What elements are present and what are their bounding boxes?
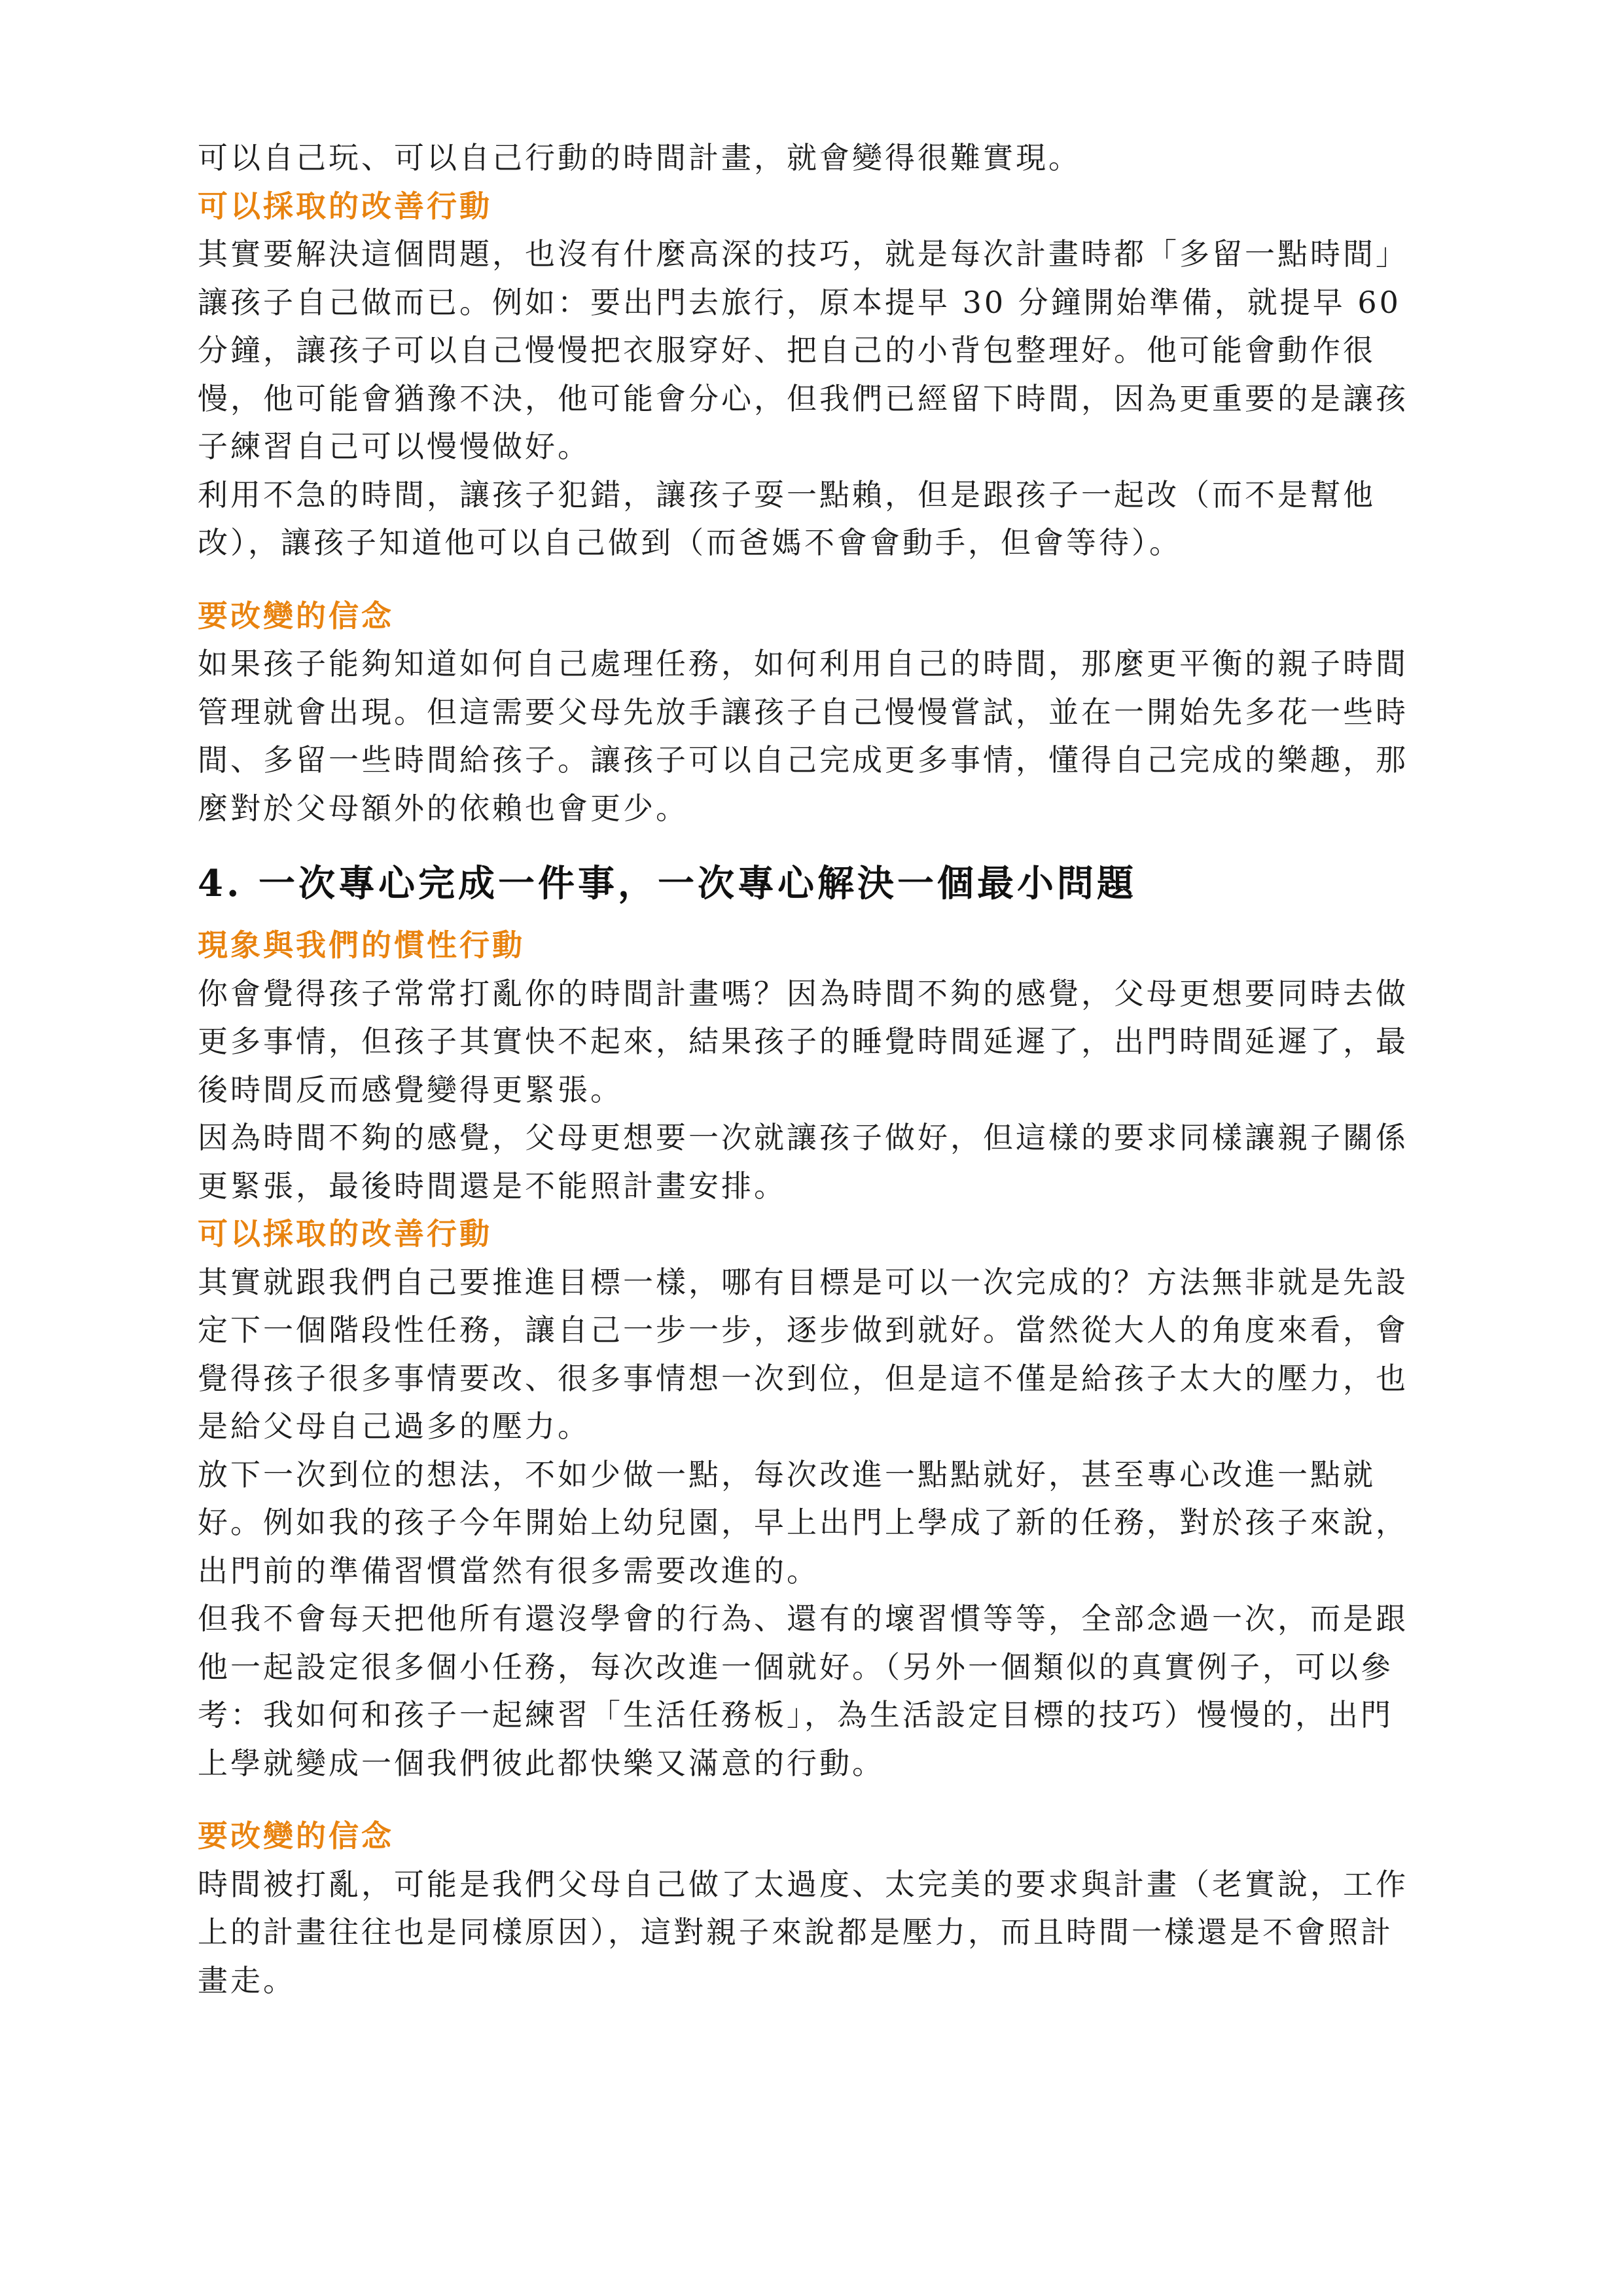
text-line: 更多事情，但孩子其實快不起來，結果孩子的睡覺時間延遲了，出門時間延遲了，最 <box>198 1024 1408 1059</box>
text-line: 子練習自己可以慢慢做好。 <box>198 429 590 464</box>
text-line: 是給父母自己過多的壓力。 <box>198 1408 590 1444</box>
text-line: 可以自己玩、可以自己行動的時間計畫，就會變得很難實現。 <box>198 140 1081 175</box>
paragraph <box>198 230 1428 471</box>
text-line: 間、多留一些時間給孩子。讓孩子可以自己完成更多事情，懂得自己完成的樂趣，那 <box>198 742 1408 778</box>
paragraph <box>198 1259 1428 1451</box>
subheading-improvement-actions: 可以採取的改善行動 <box>198 188 492 224</box>
text-line: 定下一個階段性任務，讓自己一步一步，逐步做到就好。當然從大人的角度來看，會 <box>198 1312 1408 1348</box>
text-line: 利用不急的時間，讓孩子犯錯，讓孩子耍一點賴，但是跟孩子一起改（而不是幫他 <box>198 476 1376 512</box>
text-line: 因為時間不夠的感覺，父母更想要一次就讓孩子做好，但這樣的要求同樣讓親子關係 <box>198 1120 1408 1155</box>
text-line: 改），讓孩子知道他可以自己做到（而爸媽不會會動手，但會等待）。 <box>198 525 1182 560</box>
text-line: 他一起設定很多個小任務，每次改進一個就好。（另外一個類似的真實例子，可以參 <box>198 1649 1393 1685</box>
text-line: 畫走。 <box>198 1962 296 1998</box>
spacer <box>198 567 1428 592</box>
subheading-improvement-actions: 可以採取的改善行動 <box>198 1216 492 1251</box>
text-line: 如果孩子能夠知道如何自己處理任務，如何利用自己的時間，那麼更平衡的親子時間 <box>198 646 1408 681</box>
text-line: 更緊張，最後時間還是不能照計畫安排。 <box>198 1168 787 1204</box>
text-line: 上的計畫往往也是同樣原因），這對親子來說都是壓力，而且時間一樣還是不會照計 <box>198 1914 1393 1950</box>
text-line: 其實就跟我們自己要推進目標一樣，哪有目標是可以一次完成的？方法無非就是先設 <box>198 1264 1408 1300</box>
text-line: 好。例如我的孩子今年開始上幼兒園，早上出門上學成了新的任務，對於孩子來說， <box>198 1505 1408 1540</box>
paragraph <box>198 1861 1428 2005</box>
paragraph <box>198 640 1428 833</box>
subheading-belief-change: 要改變的信念 <box>198 1818 394 1854</box>
document-body <box>198 134 1428 2005</box>
text-line: 其實要解決這個問題，也沒有什麼高深的技巧，就是每次計畫時都「多留一點時間」 <box>198 236 1408 272</box>
spacer <box>198 910 1428 922</box>
text-line: 時間被打亂，可能是我們父母自己做了太過度、太完美的要求與計畫（老實說，工作 <box>198 1866 1408 1902</box>
text-line: 上學就變成一個我們彼此都快樂又滿意的行動。 <box>198 1745 885 1781</box>
text-line: 讓孩子自己做而已。例如：要出門去旅行，原本提早 30 分鐘開始準備，就提早 60 <box>198 284 1401 320</box>
section-title: 4. 一次專心完成一件事，一次專心解決一個最小問題 <box>198 862 1137 905</box>
text-line: 考：我如何和孩子一起練習「生活任務板」，為生活設定目標的技巧）慢慢的，出門 <box>198 1697 1393 1732</box>
spacer <box>198 833 1428 857</box>
text-line: 分鐘，讓孩子可以自己慢慢把衣服穿好、把自己的小背包整理好。他可能會動作很 <box>198 332 1376 368</box>
subheading-phenomenon: 現象與我們的慣性行動 <box>198 927 525 963</box>
paragraph <box>198 1114 1428 1210</box>
subheading-belief-change: 要改變的信念 <box>198 598 394 634</box>
text-line: 你會覺得孩子常常打亂你的時間計畫嗎？因為時間不夠的感覺，父母更想要同時去做 <box>198 975 1408 1011</box>
paragraph <box>198 471 1428 567</box>
paragraph <box>198 1451 1428 1596</box>
text-line: 出門前的準備習慣當然有很多需要改進的。 <box>198 1552 819 1588</box>
text-line: 放下一次到位的想法，不如少做一點，每次改進一點點就好，甚至專心改進一點就 <box>198 1456 1376 1492</box>
text-line: 麼對於父母額外的依賴也會更少。 <box>198 790 688 826</box>
text-line: 但我不會每天把他所有還沒學會的行為、還有的壞習慣等等，全部念過一次，而是跟 <box>198 1601 1408 1636</box>
paragraph <box>198 970 1428 1115</box>
text-line: 慢，他可能會猶豫不決，他可能會分心，但我們已經留下時間，因為更重要的是讓孩 <box>198 380 1408 416</box>
text-line: 覺得孩子很多事情要改、很多事情想一次到位，但是這不僅是給孩子太大的壓力，也 <box>198 1360 1408 1396</box>
text-line: 後時間反而感覺變得更緊張。 <box>198 1071 623 1107</box>
paragraph <box>198 134 1428 183</box>
paragraph <box>198 1595 1428 1787</box>
text-line: 管理就會出現。但這需要父母先放手讓孩子自己慢慢嘗試，並在一開始先多花一些時 <box>198 694 1408 730</box>
spacer <box>198 1787 1428 1812</box>
